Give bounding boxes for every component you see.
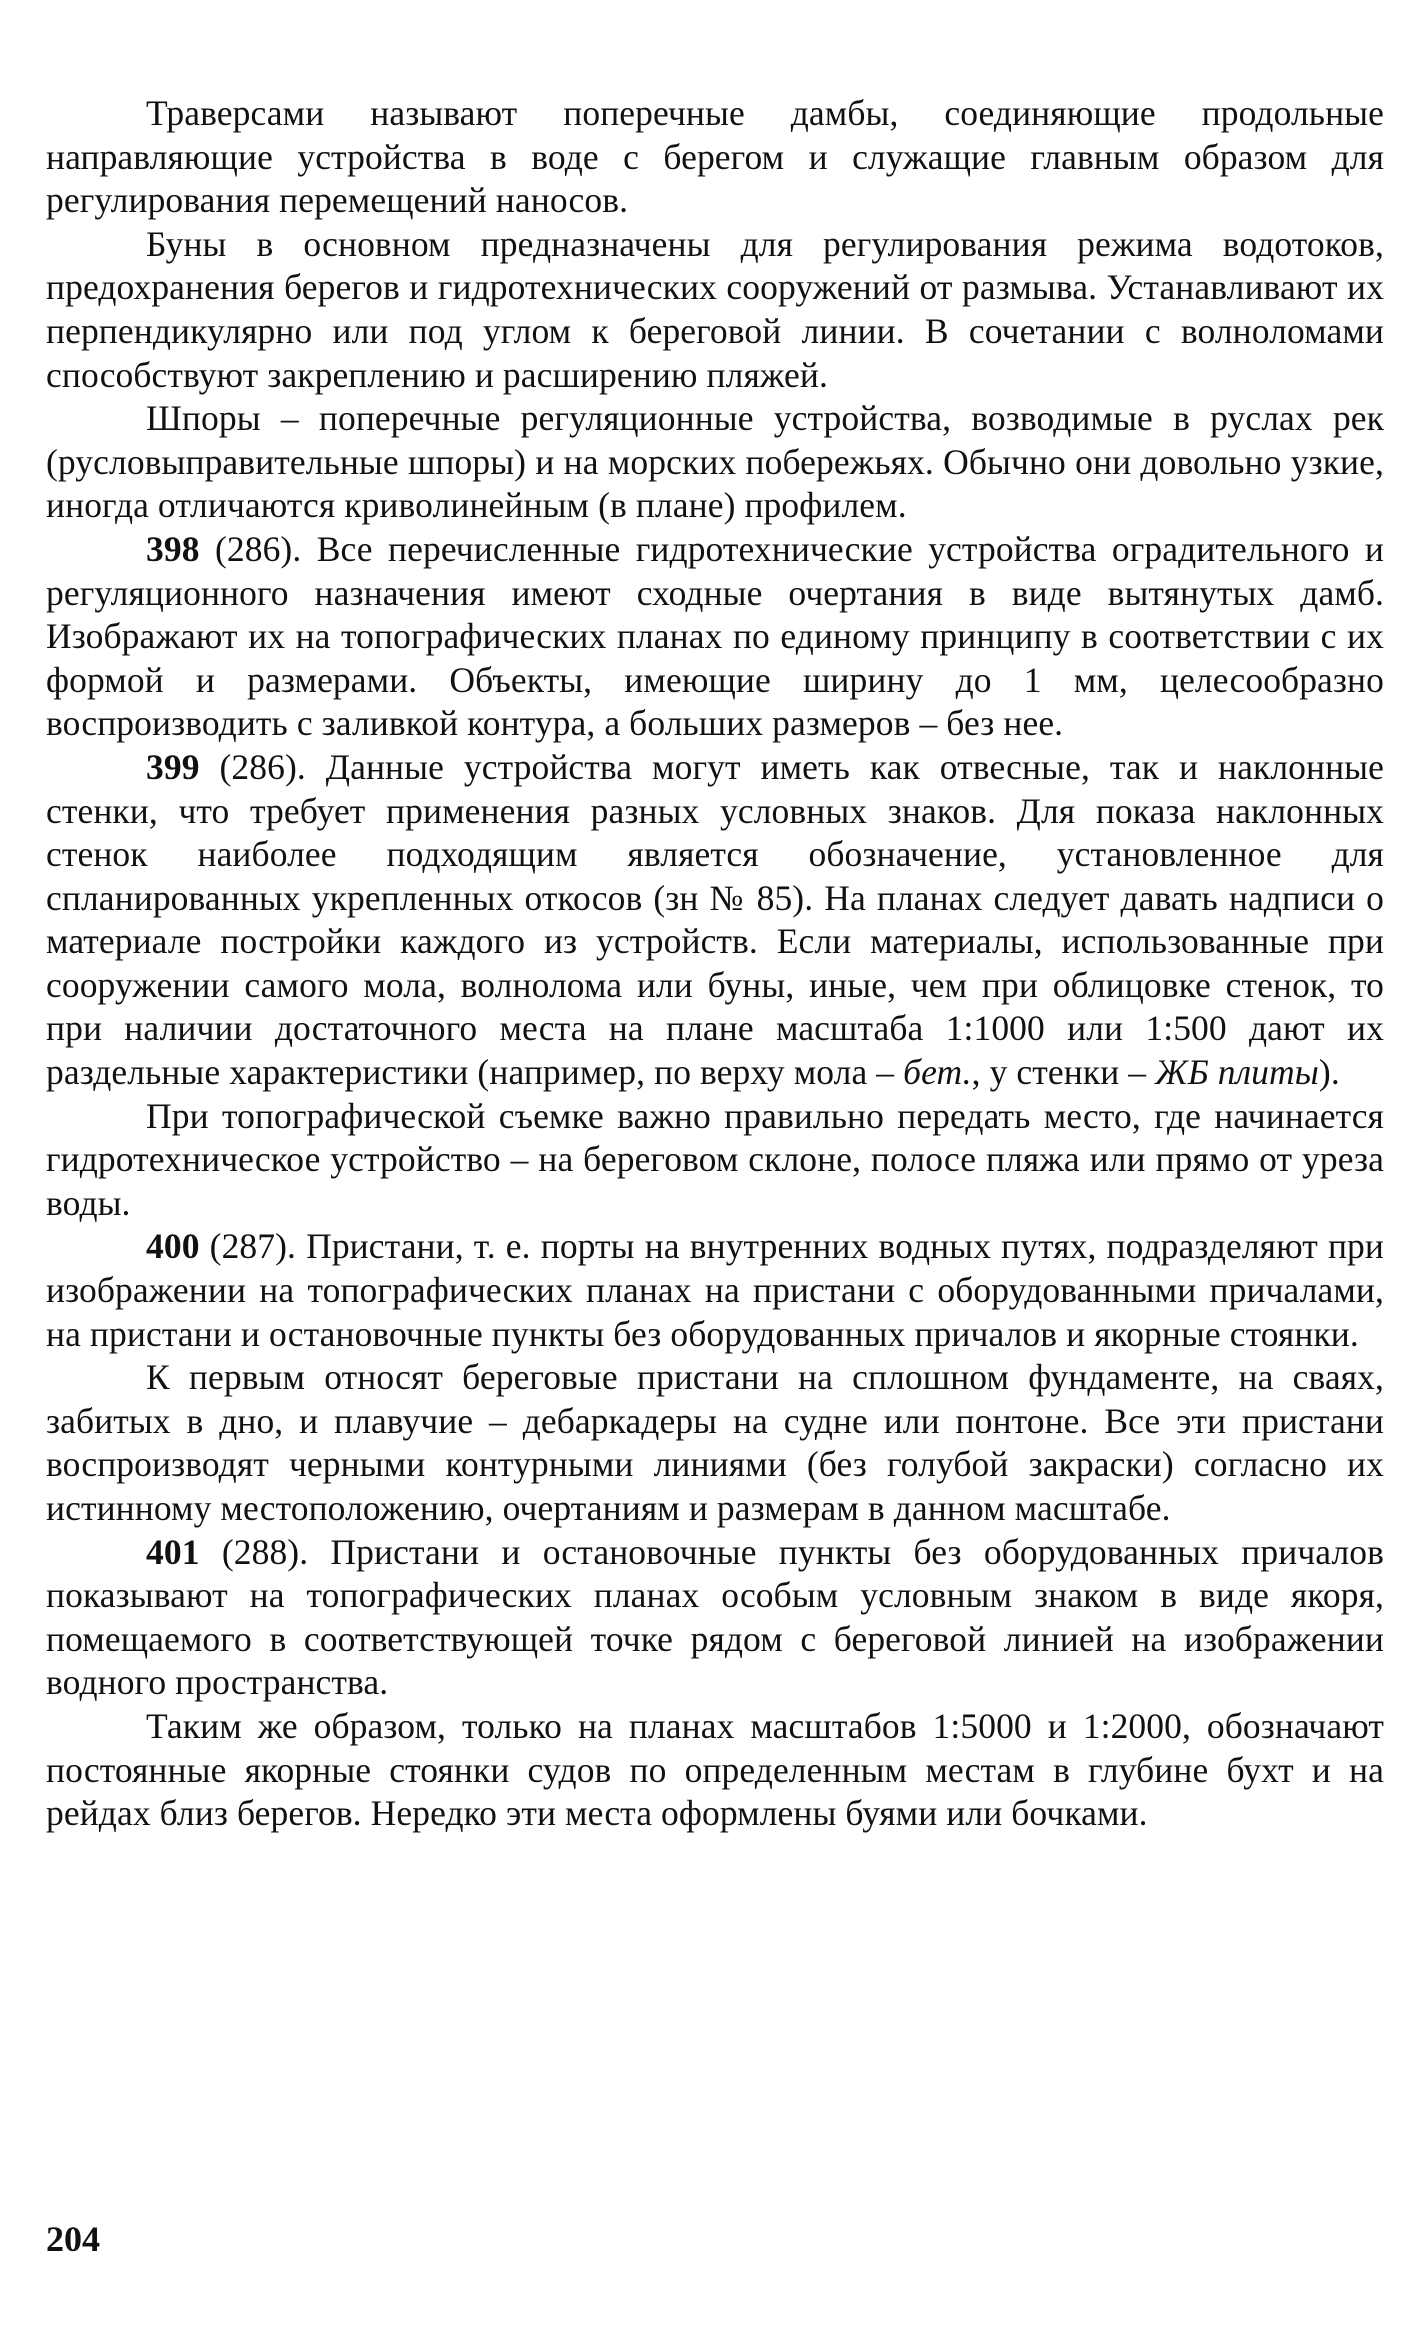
paragraph-traverses: Траверсами называют поперечные дамбы, соединяющие продольные направляющие устройства в воде с берегом и служащие главным образом для регулирования перемещений наносов.	[46, 93, 1384, 221]
paragraph-398: 398 (286). Все перечисленные гидротехнические устройства оградительного и регуляционного назначения имеют сходные очертания в виде вытянутых дамб. Изображают их на топографических планах по единому принципу в соответствии с их формой и размерами. Объекты, имеющие ширину до 1 мм, целесообразно воспроизводить с заливкой контура, а больших размеров – без нее.	[46, 528, 1384, 744]
section-number: 399	[146, 746, 200, 787]
section-number: 398	[146, 528, 200, 569]
page-number: 204	[46, 2219, 100, 2259]
paragraph-piers: К первым относят береговые пристани на сплошном фундаменте, на сваях, забитых в дно, и плавучие – дебаркадеры на судне или понтоне. Все эти пристани воспроизводят черными контурными линиями (без голубой закраски) согласно их истинному местоположению, очертаниям и размерам в данном масштабе.	[46, 1357, 1384, 1528]
paragraph-spurs: Шпоры – поперечные регуляционные устройства, возводимые в руслах рек (русловыправительные шпоры) и на морских побережьях. Обычно они довольно узкие, иногда отличаются криволинейным (в плане) профилем.	[46, 398, 1384, 526]
paragraph-survey: При топографической съемке важно правильно передать место, где начинается гидротехническое устройство – на береговом склоне, полосе пляжа или прямо от уреза воды.	[46, 1095, 1384, 1223]
paragraph-400: 400 (287). Пристани, т. е. порты на внутренних водных путях, подразделяют при изображении на топографических планах на пристани с оборудованными причалами, на пристани и остановочные пункты без оборудованных причалов и якорные стоянки.	[46, 1226, 1384, 1354]
paragraph-399: 399 (286). Данные устройства могут иметь как отвесные, так и наклонные стенки, что требует применения разных условных знаков. Для показа наклонных стенок наиболее подходящим является обозначение, установленное для спланированных укрепленных откосов (зн № 85). На планах следует давать надписи о материале постройки каждого из устройств. Если материалы, использованные при сооружении самого мола, волнолома или буны, иные, чем при облицовке стенок, то при наличии достаточного места на плане масштаба 1:1000 или 1:500 дают их раздельные характеристики (например, по верху мола – бет., у стенки – ЖБ плиты).	[46, 746, 1384, 1093]
section-number: 401	[146, 1531, 200, 1572]
paragraph-groynes: Буны в основном предназначены для регулирования режима водотоков, предохранения берегов и гидротехнических сооружений от размыва. Устанавливают их перпендикулярно или под углом к береговой линии. В сочетании с волноломами способствуют закреплению и расширению пляжей.	[46, 223, 1384, 395]
section-number: 400	[146, 1226, 200, 1267]
page-body	[46, 92, 1384, 1836]
paragraph-anchorage: Таким же образом, только на планах масштабов 1:5000 и 1:2000, обозначают постоянные якорные стоянки судов по определенным местам в глубине бухт и на рейдах близ берегов. Нередко эти места оформлены буями или бочками.	[46, 1705, 1384, 1834]
paragraph-401: 401 (288). Пристани и остановочные пункты без оборудованных причалов показывают на топографических планах особым условным знаком в виде якоря, помещаемого в соответствующей точке рядом с береговой линией на изображении водного пространства.	[46, 1531, 1384, 1703]
